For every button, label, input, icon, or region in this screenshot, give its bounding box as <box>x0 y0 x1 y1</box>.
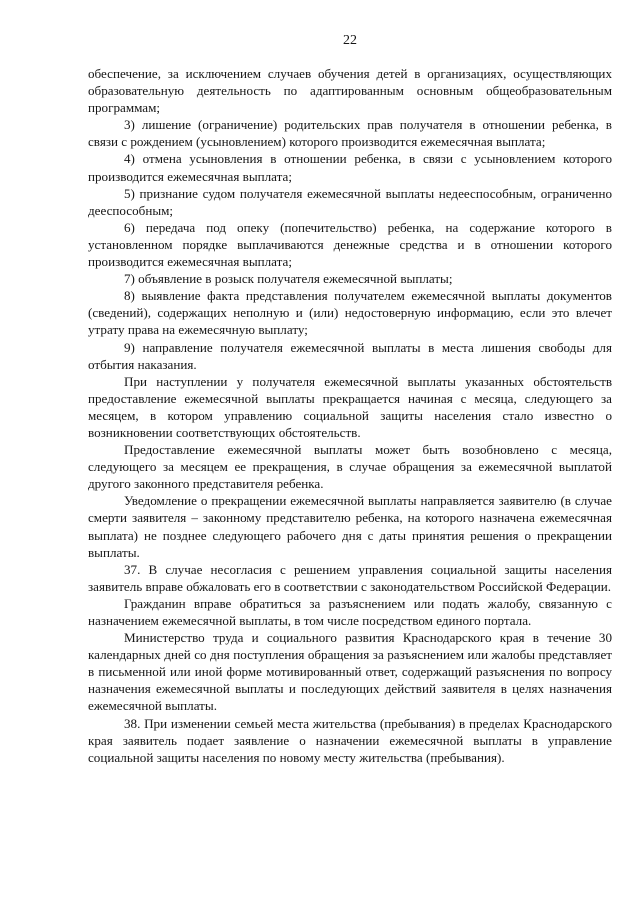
paragraph: 3) лишение (ограничение) родительских прав получателя в отношении ребенка, в связи с рождением (усыновлением) которого производится ежемесячная выплата; <box>88 117 612 150</box>
paragraph: 9) направление получателя ежемесячной выплаты в места лишения свободы для отбытия наказания. <box>88 339 612 372</box>
paragraph: 5) признание судом получателя ежемесячной выплаты недееспособным, ограниченно дееспособным; <box>88 185 612 218</box>
paragraph: При наступлении у получателя ежемесячной выплаты указанных обстоятельств предоставление ежемесячной выплаты прекращается начиная с месяца, следующего за месяцем, в котором управлению социальной защиты населения стало известно о возникновении соответствующих обстоятельств. <box>88 373 612 440</box>
paragraph: Гражданин вправе обратиться за разъяснением или подать жалобу, связанную с назначением ежемесячной выплаты, в том числе посредством единого портала. <box>88 595 612 628</box>
paragraph: обеспечение, за исключением случаев обучения детей в организациях, осуществляющих образовательную деятельность по адаптированным основным общеобразовательным программам; <box>88 66 612 116</box>
paragraph: 38. При изменении семьей места жительства (пребывания) в пределах Краснодарского края заявитель подает заявление о назначении ежемесячной выплаты в управление социальной защиты населения по новому месту жительства (пребывания). <box>88 715 612 765</box>
paragraph: Министерство труда и социального развития Краснодарского края в течение 30 календарных дней со дня поступления обращения за разъяснением или жалобы представляет в письменной или иной форме мотивированный ответ, содержащий разъяснения по вопросу назначения ежемесячной выплаты и последующих действий заявителя в целях назначения ежемесячной выплаты. <box>88 630 612 714</box>
paragraph: 6) передача под опеку (попечительство) ребенка, на содержание которого в установленном порядке выплачиваются денежные средства и в отношении которого производится ежемесячная выплата; <box>88 219 612 270</box>
paragraph: 37. В случае несогласия с решением управления социальной защиты населения заявитель вправе обжаловать его в соответствии с законодательством Российской Федерации. <box>88 561 612 594</box>
paragraph: Уведомление о прекращении ежемесячной выплаты направляется заявителю (в случае смерти заявителя – законному представителю ребенка, на которого назначена ежемесячная выплата) не позднее следующего рабочего дня с даты принятия решения о прекращении выплаты. <box>88 493 612 560</box>
document-body <box>88 65 612 766</box>
paragraph: Предоставление ежемесячной выплаты может быть возобновлено с месяца, следующего за месяцем ее прекращения, в случае обращения за ежемесячной выплатой другого законного представителя ребенка. <box>88 442 612 492</box>
page-number: 22 <box>343 33 357 48</box>
paragraph: 8) выявление факта представления получателем ежемесячной выплаты документов (сведений), содержащих неполную и (или) недостоверную информацию, если это влечет утрату права на ежемесячную выплату; <box>88 288 612 338</box>
paragraph: 4) отмена усыновления в отношении ребенка, в связи с усыновлением которого производится ежемесячная выплата; <box>88 151 612 184</box>
paragraph: 7) объявление в розыск получателя ежемесячной выплаты; <box>124 271 453 287</box>
